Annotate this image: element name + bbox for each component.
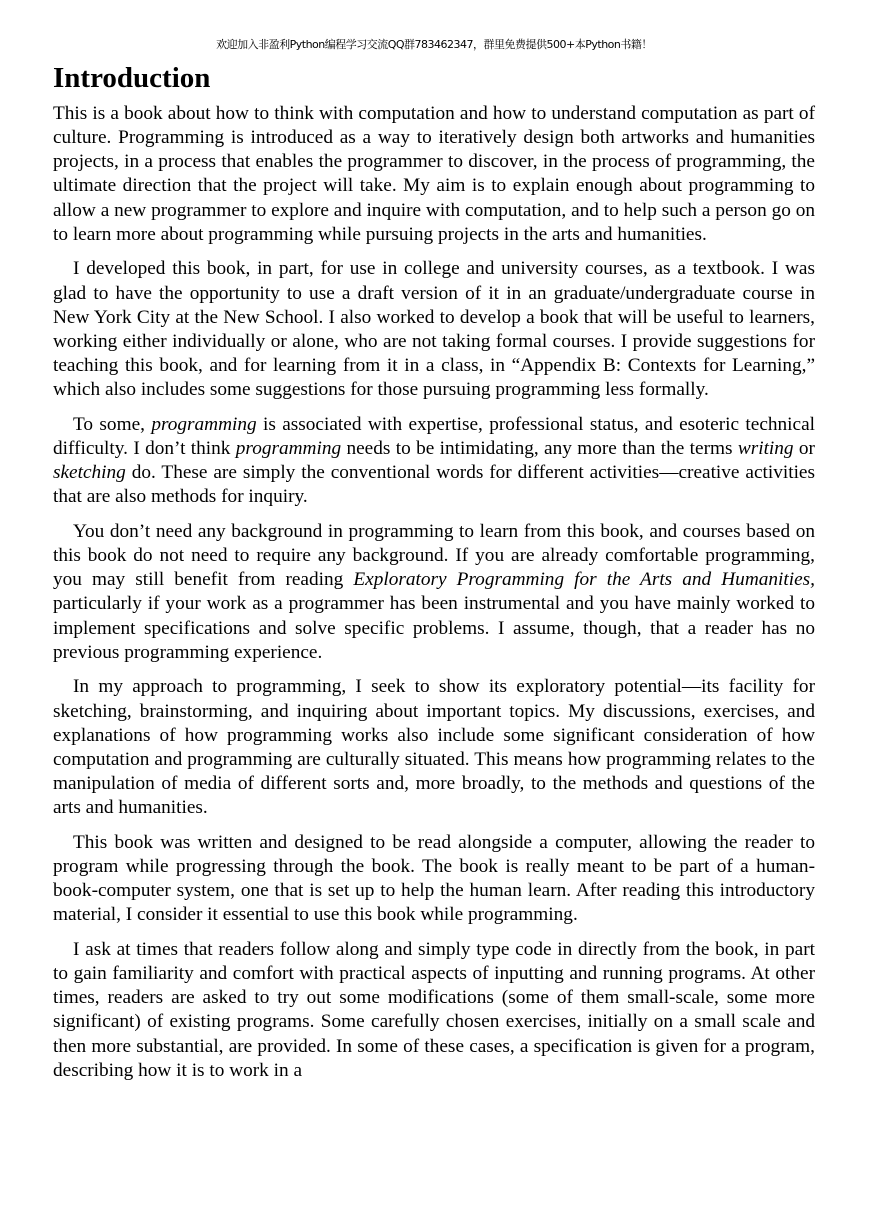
paragraph-text: particularly if your work as a programmer has been instrumental and you have mainly worked to implement specifications and solve specific problems. I assume, though, that a reader has no previous programming experience. [53,593,815,663]
page-title: Introduction [53,62,211,94]
emphasized-text: sketching [53,462,126,484]
paragraph-text: is associated with expertise, professional status, and esoteric technical difficulty. I don’t think [53,413,816,460]
paragraph-text: I developed this book, in part, for use in college and university courses, as a textbook. I was glad to have the opportunity to use a draft version of it in an graduate/undergraduate course in New York City at the New School. I also worked to develop a book that will be useful to learners, working either individually or alone, who are not taking formal courses. I provide suggestions for teaching this book, and for learning from it in a class, in “Appendix B: Contexts for Learning,” which also includes some suggestions for those pursuing programming less formally. [53,258,815,401]
body-paragraph [53,520,815,665]
body-paragraph [53,675,815,820]
paragraph-text: do. These are simply the conventional words for different activities—creative activities that are also methods for inquiry. [53,462,815,508]
paragraph-text: needs to be intimidating, any more than the terms [341,438,738,460]
body-paragraph [53,831,815,928]
emphasized-text: programming [151,413,257,435]
emphasized-text: writing [737,438,794,460]
paragraph-text: To some, [73,413,152,435]
body-paragraph [53,413,815,510]
paragraph-text: This is a book about how to think with computation and how to understand computation as part of culture. Programming is introduced as a way to iteratively design both artworks and humanities projects, in a process that enables the programmer to discover, in the process of programming, the ultimate direction that the project will take. My aim is to explain enough about programming to allow a new programmer to explore and inquire with computation, and to help such a person go on to learn more about programming while pursuing projects in the arts and humanities. [53,103,815,245]
body-text [53,102,815,1083]
emphasized-text: Exploratory Programming for the Arts and Humanities, [353,569,815,591]
paragraph-text: In my approach to programming, I seek to show its exploratory potential—its facility for sketching, brainstorming, and inquiring about important topics. My discussions, exercises, and explanations of how programming works also include some significant consideration of how computation and programming are culturally situated. This means how programming relates to the manipulation of media of different sorts and, more broadly, to the methods and questions of the arts and humanities. [53,676,815,819]
body-paragraph [53,938,815,1083]
body-paragraph [53,102,815,247]
emphasized-text: programming [235,438,342,460]
body-paragraph [53,257,815,402]
paragraph-text: or [793,438,815,460]
paragraph-text: You don’t need any background in programming to learn from this book, and courses based on this book do not need to require any background. If you are already comfortable programming, you may still benefit from reading [53,521,815,591]
paragraph-text: I ask at times that readers follow along and simply type code in directly from the book, in part to gain familiarity and comfort with practical aspects of inputting and running programs. At other times, readers are asked to try out some modifications (some of them small-scale, some more significant) of existing programs. Some carefully chosen exercises, initially on a small scale and then more substantial, are provided. In some of these cases, a specification is given for a program, describing how it is to work in a [53,939,815,1081]
paragraph-text: This book was written and designed to be read alongside a computer, allowing the reader to program while progressing through the book. The book is really meant to be part of a human-book-computer system, one that is set up to help the human learn. After reading this introductory material, I consider it essential to use this book while programming. [53,831,815,926]
document-page [53,36,815,1093]
header-banner: 欢迎加入非盈利Python编程学习交流QQ群783462347，群里免费提供500+本Python书籍！ [216,38,652,51]
